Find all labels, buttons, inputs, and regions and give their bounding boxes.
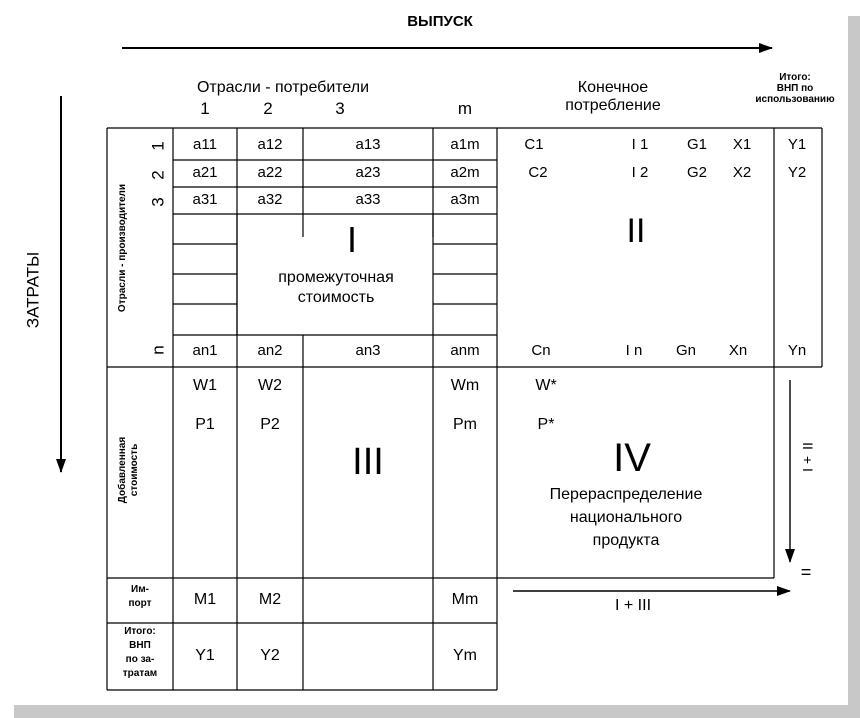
wage-w2: W2	[258, 377, 282, 394]
profit-p1: P1	[195, 416, 215, 433]
added-value-line2: стоимость	[129, 443, 140, 497]
final-gn: Gn	[675, 342, 697, 359]
cell-a31: a31	[192, 191, 218, 208]
quadrant-iii-numeral: III	[352, 441, 384, 483]
import-line1: Им-	[131, 584, 149, 595]
gnp-by-cost-line1: Итого:	[124, 626, 156, 637]
quadrant-iv-text-line3: продукта	[592, 532, 660, 549]
gnp-by-cost-line3: по за-	[125, 654, 155, 665]
import-mm: Mm	[451, 591, 479, 608]
final-in: I n	[625, 342, 643, 359]
row-number-3: 3	[148, 197, 168, 207]
cell-an1: an1	[192, 342, 218, 359]
cell-a11: a11	[193, 136, 217, 153]
final-consumption-line1: Конечное	[577, 79, 649, 96]
gnp-ym: Ym	[453, 647, 477, 664]
quadrant-iv-text-line2: национального	[569, 509, 683, 526]
equals-sign: =	[800, 562, 812, 582]
bottom-equation: I + III	[614, 597, 652, 614]
costs-label: ЗАТРАТЫ	[23, 251, 43, 329]
quadrant-i-text-line1: промежуточная	[278, 269, 394, 286]
cell-a32: a32	[257, 191, 283, 208]
col-number-m: m	[457, 99, 473, 118]
profit-total: P*	[537, 416, 555, 433]
final-x2: X2	[732, 164, 752, 181]
final-c1: C1	[524, 136, 544, 153]
cell-an2: an2	[257, 342, 283, 359]
added-value-line1: Добавленная	[117, 436, 128, 504]
row-number-n: n	[148, 345, 168, 355]
gnp-by-use-line2: ВНП по	[776, 83, 814, 94]
cell-anm: anm	[450, 342, 480, 359]
gnp-y2: Y2	[260, 647, 280, 664]
col-number-3: 3	[335, 99, 345, 118]
total-yn: Yn	[787, 342, 807, 359]
profit-p2: P2	[260, 416, 280, 433]
wage-w1: W1	[193, 377, 217, 394]
final-i2: I 2	[631, 164, 649, 181]
col-number-1: 1	[200, 99, 210, 118]
import-line2: порт	[128, 598, 152, 609]
total-y2: Y2	[787, 164, 807, 181]
cell-an3: an3	[355, 342, 381, 359]
consumer-industries-label: Отрасли - потребители	[196, 79, 370, 96]
import-m1: M1	[193, 591, 217, 608]
cell-a33: a33	[355, 191, 381, 208]
wage-wm: Wm	[450, 377, 480, 394]
gnp-by-use-line3: использованию	[755, 94, 835, 105]
profit-pm: Pm	[453, 416, 477, 433]
final-i1: I 1	[631, 136, 649, 153]
right-eq-plus: +	[800, 455, 816, 465]
row-number-1: 1	[148, 141, 168, 151]
right-eq-ii: II	[800, 442, 816, 450]
quadrant-i-text-line2: стоимость	[297, 289, 375, 306]
wage-total: W*	[535, 377, 557, 394]
producers-label: Отрасли - производители	[117, 183, 128, 313]
row-number-2: 2	[148, 170, 168, 180]
right-eq-i: I	[800, 468, 816, 472]
quadrant-ii-numeral: II	[626, 212, 646, 250]
final-cn: Cn	[531, 342, 551, 359]
final-g2: G2	[686, 164, 708, 181]
gnp-y1: Y1	[195, 647, 215, 664]
final-x1: X1	[732, 136, 752, 153]
import-m2: M2	[258, 591, 282, 608]
output-label: ВЫПУСК	[407, 13, 473, 30]
gnp-by-cost-line4: тратам	[122, 668, 158, 679]
total-y1: Y1	[787, 136, 807, 153]
gnp-by-use-line1: Итого:	[779, 72, 811, 83]
quadrant-iv-text-line1: Перераспределение	[549, 486, 703, 503]
final-xn: Xn	[728, 342, 748, 359]
cell-a12: a12	[257, 136, 283, 153]
gnp-by-cost-line2: ВНП	[129, 640, 151, 651]
cell-a21: a21	[192, 164, 218, 181]
quadrant-i-numeral: I	[346, 219, 358, 260]
final-c2: C2	[528, 164, 548, 181]
cell-a3m: a3m	[450, 191, 480, 208]
cell-a22: a22	[257, 164, 283, 181]
cell-a13: a13	[355, 136, 381, 153]
cell-a1m: a1m	[450, 136, 480, 153]
final-g1: G1	[686, 136, 708, 153]
cell-a2m: a2m	[450, 164, 480, 181]
cell-a23: a23	[355, 164, 381, 181]
col-number-2: 2	[263, 99, 273, 118]
final-consumption-line2: потребление	[565, 97, 661, 114]
quadrant-iv-numeral: IV	[613, 436, 651, 480]
